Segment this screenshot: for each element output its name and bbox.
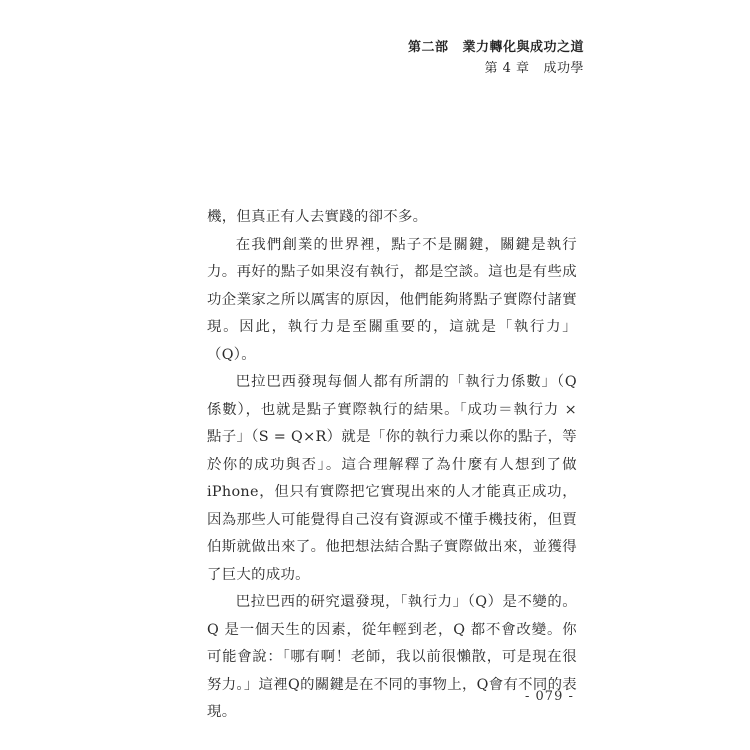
paragraph: 巴拉巴西發現每個人都有所謂的「執行力係數」（Q係數），也就是點子實際執行的結果。「成功＝執行力 ×點子」（S = Q×R）就是「你的執行力乘以你的點子，等於你的成功與否」。這合理解釋了為什麼有人想到了做iPhone，但只有實際把它實現出來的人才能真正成功，因為那些人可能覺得自己沒有資源或不懂手機技術，但賈伯斯就做出來了。他把想法結合點子實際做出來，並獲得了巨大的成功。 bbox=[207, 374, 577, 583]
chapter-label: 第 4 章 bbox=[484, 61, 530, 76]
chapter-title: 成功學 bbox=[543, 61, 584, 76]
page-number: - 079 - bbox=[525, 689, 574, 704]
part-heading bbox=[408, 38, 584, 58]
paragraph: 巴拉巴西的研究還發現，「執行力」（Q）是不變的。Q 是一個天生的因素，從年輕到老，Q 都不會改變。你可能會說：「哪有啊！老師，我以前很懶散，可是現在很努力。」這裡Q的關鍵是在不同的事物上，Q會有不同的表現。 bbox=[207, 594, 577, 720]
body-text bbox=[207, 204, 577, 727]
paragraph: 在我們創業的世界裡，點子不是關鍵，關鍵是執行力。再好的點子如果沒有執行，都是空談。這也是有些成功企業家之所以厲害的原因，他們能夠將點子實際付諸實現。因此，執行力是至關重要的，這就是「執行力」（Q）。 bbox=[207, 236, 577, 363]
paragraph-continuation: 機，但真正有人去實踐的卻不多。 bbox=[207, 209, 428, 225]
running-header bbox=[408, 38, 584, 80]
part-title: 業力轉化與成功之道 bbox=[462, 40, 584, 55]
part-label: 第二部 bbox=[407, 40, 449, 55]
chapter-heading bbox=[408, 58, 584, 80]
